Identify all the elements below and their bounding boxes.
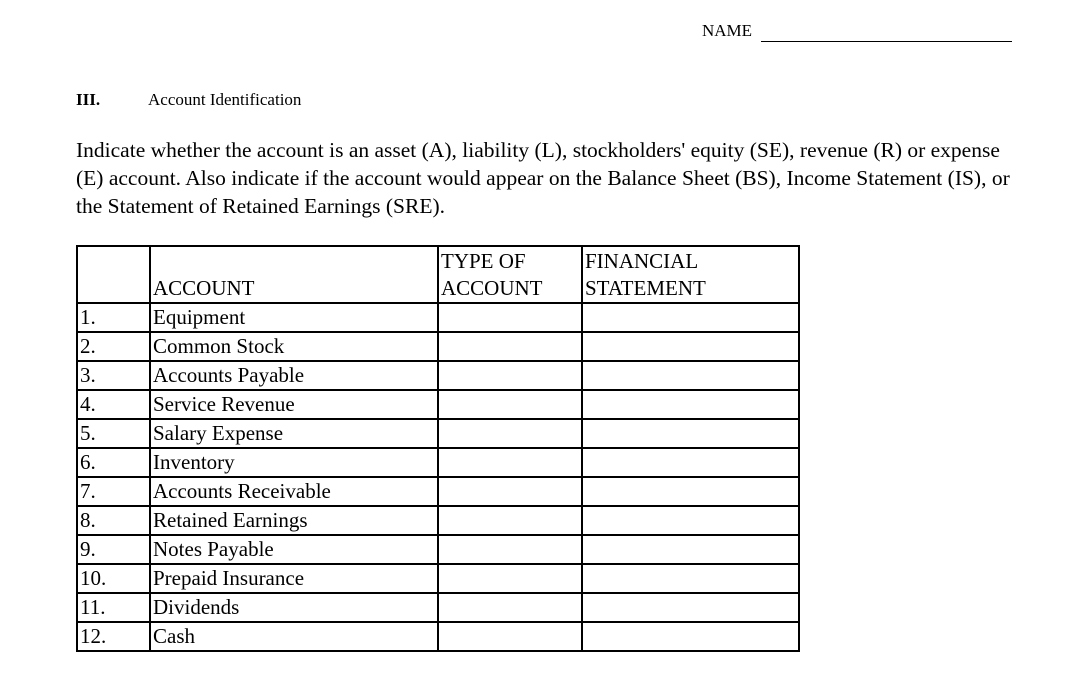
row-number: 6. bbox=[77, 448, 150, 477]
row-number: 8. bbox=[77, 506, 150, 535]
table-header-row bbox=[77, 246, 799, 303]
type-of-account-input[interactable] bbox=[438, 506, 582, 535]
header-financial-cell bbox=[582, 246, 799, 303]
account-name: Dividends bbox=[150, 593, 438, 622]
financial-statement-input[interactable] bbox=[582, 477, 799, 506]
account-name: Salary Expense bbox=[150, 419, 438, 448]
type-of-account-input[interactable] bbox=[438, 622, 582, 651]
header-type-line2: ACCOUNT bbox=[441, 276, 543, 300]
table-row bbox=[77, 419, 799, 448]
table-row bbox=[77, 622, 799, 651]
table-row bbox=[77, 390, 799, 419]
account-name: Notes Payable bbox=[150, 535, 438, 564]
name-field-line[interactable] bbox=[761, 41, 1012, 42]
type-of-account-input[interactable] bbox=[438, 477, 582, 506]
financial-statement-input[interactable] bbox=[582, 419, 799, 448]
type-of-account-input[interactable] bbox=[438, 390, 582, 419]
account-name: Prepaid Insurance bbox=[150, 564, 438, 593]
table-row bbox=[77, 332, 799, 361]
financial-statement-input[interactable] bbox=[582, 535, 799, 564]
table-row bbox=[77, 535, 799, 564]
account-name: Cash bbox=[150, 622, 438, 651]
row-number: 2. bbox=[77, 332, 150, 361]
table-row bbox=[77, 477, 799, 506]
account-name: Retained Earnings bbox=[150, 506, 438, 535]
account-name: Accounts Payable bbox=[150, 361, 438, 390]
header-type-cell bbox=[438, 246, 582, 303]
instructions-paragraph: Indicate whether the account is an asset (A), liability (L), stockholders' equity (SE), revenue (R) or expense (E) account. Also indicate if the account would appear on the Balance Sheet (BS), Income Statement (IS), or the Statement of Retained Earnings (SRE). bbox=[76, 138, 1010, 218]
row-number: 11. bbox=[77, 593, 150, 622]
header-financial-line1: FINANCIAL bbox=[585, 249, 699, 273]
row-number: 3. bbox=[77, 361, 150, 390]
row-number: 9. bbox=[77, 535, 150, 564]
type-of-account-input[interactable] bbox=[438, 535, 582, 564]
type-of-account-input[interactable] bbox=[438, 332, 582, 361]
header-account-label: ACCOUNT bbox=[153, 276, 255, 300]
account-name: Accounts Receivable bbox=[150, 477, 438, 506]
financial-statement-input[interactable] bbox=[582, 448, 799, 477]
account-identification-table bbox=[76, 245, 800, 652]
name-label: NAME bbox=[702, 21, 753, 40]
table-row bbox=[77, 361, 799, 390]
header-number-cell bbox=[77, 246, 150, 303]
section-title: Account Identification bbox=[148, 90, 302, 109]
row-number: 1. bbox=[77, 303, 150, 332]
table-row bbox=[77, 564, 799, 593]
financial-statement-input[interactable] bbox=[582, 506, 799, 535]
header-account-cell bbox=[150, 246, 438, 303]
header-financial-line2: STATEMENT bbox=[585, 276, 706, 300]
type-of-account-input[interactable] bbox=[438, 593, 582, 622]
row-number: 4. bbox=[77, 390, 150, 419]
type-of-account-input[interactable] bbox=[438, 361, 582, 390]
type-of-account-input[interactable] bbox=[438, 564, 582, 593]
row-number: 7. bbox=[77, 477, 150, 506]
financial-statement-input[interactable] bbox=[582, 390, 799, 419]
account-name: Service Revenue bbox=[150, 390, 438, 419]
financial-statement-input[interactable] bbox=[582, 564, 799, 593]
account-name: Equipment bbox=[150, 303, 438, 332]
row-number: 10. bbox=[77, 564, 150, 593]
financial-statement-input[interactable] bbox=[582, 361, 799, 390]
type-of-account-input[interactable] bbox=[438, 303, 582, 332]
table-row bbox=[77, 303, 799, 332]
financial-statement-input[interactable] bbox=[582, 303, 799, 332]
financial-statement-input[interactable] bbox=[582, 332, 799, 361]
row-number: 12. bbox=[77, 622, 150, 651]
financial-statement-input[interactable] bbox=[582, 622, 799, 651]
table-row bbox=[77, 593, 799, 622]
row-number: 5. bbox=[77, 419, 150, 448]
header-type-line1: TYPE OF bbox=[441, 249, 526, 273]
type-of-account-input[interactable] bbox=[438, 448, 582, 477]
account-name: Common Stock bbox=[150, 332, 438, 361]
table-row bbox=[77, 448, 799, 477]
account-name: Inventory bbox=[150, 448, 438, 477]
table-row bbox=[77, 506, 799, 535]
section-number: III. bbox=[76, 90, 101, 109]
financial-statement-input[interactable] bbox=[582, 593, 799, 622]
type-of-account-input[interactable] bbox=[438, 419, 582, 448]
